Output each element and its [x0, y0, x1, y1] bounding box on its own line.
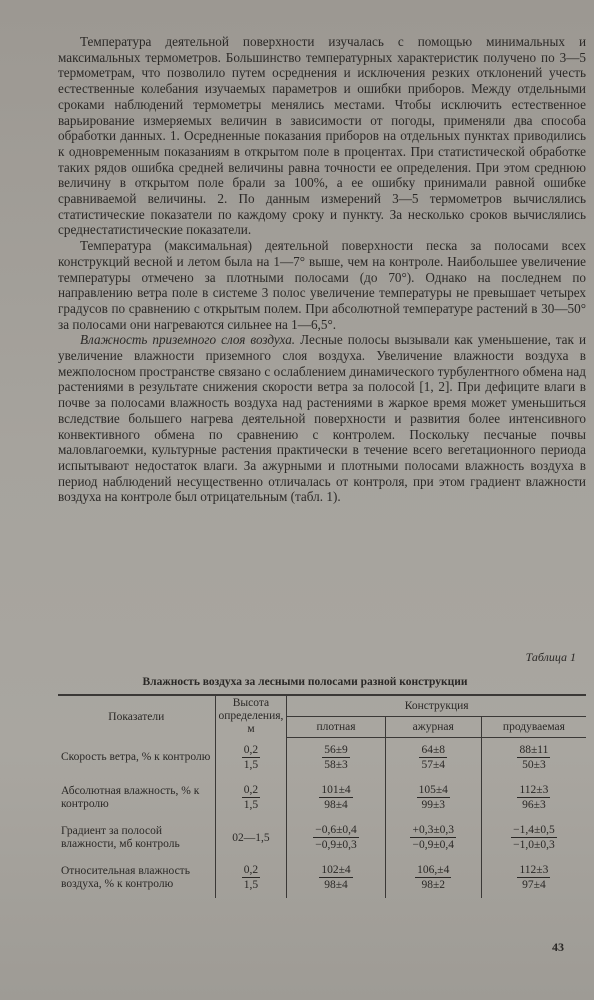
openwork-bottom: 57±4: [421, 759, 446, 771]
dense-bottom: 98±4: [324, 799, 348, 811]
section-heading-inline: Влажность приземного слоя воздуха.: [80, 332, 296, 348]
height-bottom: 1,5: [243, 799, 259, 811]
table-row: [58, 737, 586, 778]
dense-bottom: 98±4: [324, 879, 348, 891]
blown-bottom: −1,0±0,3: [513, 839, 555, 851]
header-indicator: Показатели: [58, 695, 215, 737]
height-range: 02—1,5: [215, 818, 287, 858]
openwork-top: 105±4: [418, 784, 448, 796]
header-dense: плотная: [287, 716, 385, 737]
openwork-bottom: −0,9±0,4: [412, 839, 455, 851]
header-openwork: ажурная: [385, 716, 481, 737]
openwork-top: 64±8: [421, 744, 446, 756]
humidity-table: [58, 694, 586, 898]
paragraph-1: Температура деятельной поверхности изучалась с помощью минимальных и максимальных термометров. Большинство температурных характеристик получено по 3—5 термометрам, что позволило путем осреднения и исключения резких отклонений учесть естественные колебания изучаемых параметров и ошибки приборов. Между отдельными сроками наблюдений термометры менялись местами. Чтобы исключить естественное варьирование измеряемых величин в зависимости от погоды, применяли два способа обработки данных. 1. Осредненные показания приборов на отдельных пунктах приводились к одновременным показаниям в открытом поле в процентах. При статистической обработке таких рядов ошибка средней величины равна точности ее определения. При этом среднюю величину в открытом поле брали за 100%, а ее ошибку принимали равной ошибке сравниваемой величины. 2. По данным измерений 3—5 термометров вычислялись статистические показатели по каждому сроку и пункту. За несколько сроков вычислялись среднестатистические показатели.: [58, 34, 586, 238]
blown-top: 112±3: [519, 864, 549, 876]
openwork-top: +0,3±0,3: [412, 824, 455, 836]
openwork-top: 106,±4: [417, 864, 450, 876]
paragraph-3: [58, 332, 586, 505]
row-label: Относительная влажность воздуха, % к контролю: [61, 864, 190, 890]
dense-bottom: −0,9±0,3: [315, 839, 357, 851]
height-bottom: 1,5: [243, 879, 259, 891]
body-text: [58, 34, 586, 505]
height-top: 0,2: [243, 784, 259, 796]
header-height: Высота определения, м: [215, 695, 287, 737]
blown-bottom: 50±3: [522, 759, 546, 771]
table-number: Таблица 1: [525, 650, 576, 664]
height-bottom: 1,5: [243, 758, 259, 771]
paragraph-3-text: Лесные полосы вызывали как уменьшение, так и увеличение влажности приземного слоя воздуха. Увеличение влажности воздуха в межполосном пространстве связано с ослаблением динамического турбулентного обмена над растениями в результате снижения скорости ветра за полосой [1, 2]. При дефиците влаги в почве за полосами влажность воздуха над растениями в жаркое время может уменьшиться вследствие большего нагрева деятельной поверхности и развития более интенсивного конвективного обмена по сравнению с контролем. Поскольку песчаные почвы маловлагоемки, культурные растения практически в течение всего вегетационного периода испытывают недостаток влаги. За ажурными и плотными полосами влажность воздуха в период наблюдений несущественно отличалась от контроля, при этом градиент влажности воздуха на контроле был отрицательным (табл. 1).: [58, 332, 586, 505]
blown-top: 88±11: [519, 744, 549, 756]
openwork-bottom: 98±2: [421, 879, 446, 891]
dense-top: −0,6±0,4: [315, 824, 357, 836]
table-row: [58, 858, 586, 898]
header-construction: Конструкция: [287, 695, 586, 716]
height-top: 0,2: [243, 864, 259, 876]
dense-top: 56±9: [324, 744, 348, 756]
table-row: [58, 778, 586, 818]
header-blown: продуваемая: [481, 716, 586, 737]
blown-bottom: 97±4: [522, 879, 546, 891]
blown-bottom: 96±3: [522, 799, 546, 811]
dense-top: 101±4: [321, 784, 351, 796]
openwork-bottom: 99±3: [421, 799, 446, 811]
dense-top: 102±4: [321, 864, 351, 876]
blown-top: 112±3: [519, 784, 549, 796]
page-number: 43: [552, 940, 564, 954]
height-top: 0,2: [243, 743, 259, 756]
row-label: Скорость ветра, % к контролю: [61, 750, 211, 763]
row-label: Градиент за полосой влажности, мб контроль: [61, 824, 180, 850]
row-label: Абсолютная влажность, % к контролю: [61, 784, 200, 810]
dense-bottom: 58±3: [324, 759, 348, 771]
blown-top: −1,4±0,5: [513, 824, 555, 836]
paragraph-2: Температура (максимальная) деятельной поверхности песка за полосами всех конструкций весной и летом была на 1—7° выше, чем на контроле. Наибольшее увеличение температуры отмечено за плотными полосами (до 70°). Однако на последнем по направлению ветра поле в системе 3 полос увеличение температуры не превышает четырех градусов по сравнению с открытым полем. При абсолютной температуре растений в 30—50° за полосами они нагреваются сильнее на 1—6,5°.: [58, 238, 586, 332]
table-row: [58, 818, 586, 858]
table-title: Влажность воздуха за лесными полосами разной конструкции: [142, 676, 468, 688]
